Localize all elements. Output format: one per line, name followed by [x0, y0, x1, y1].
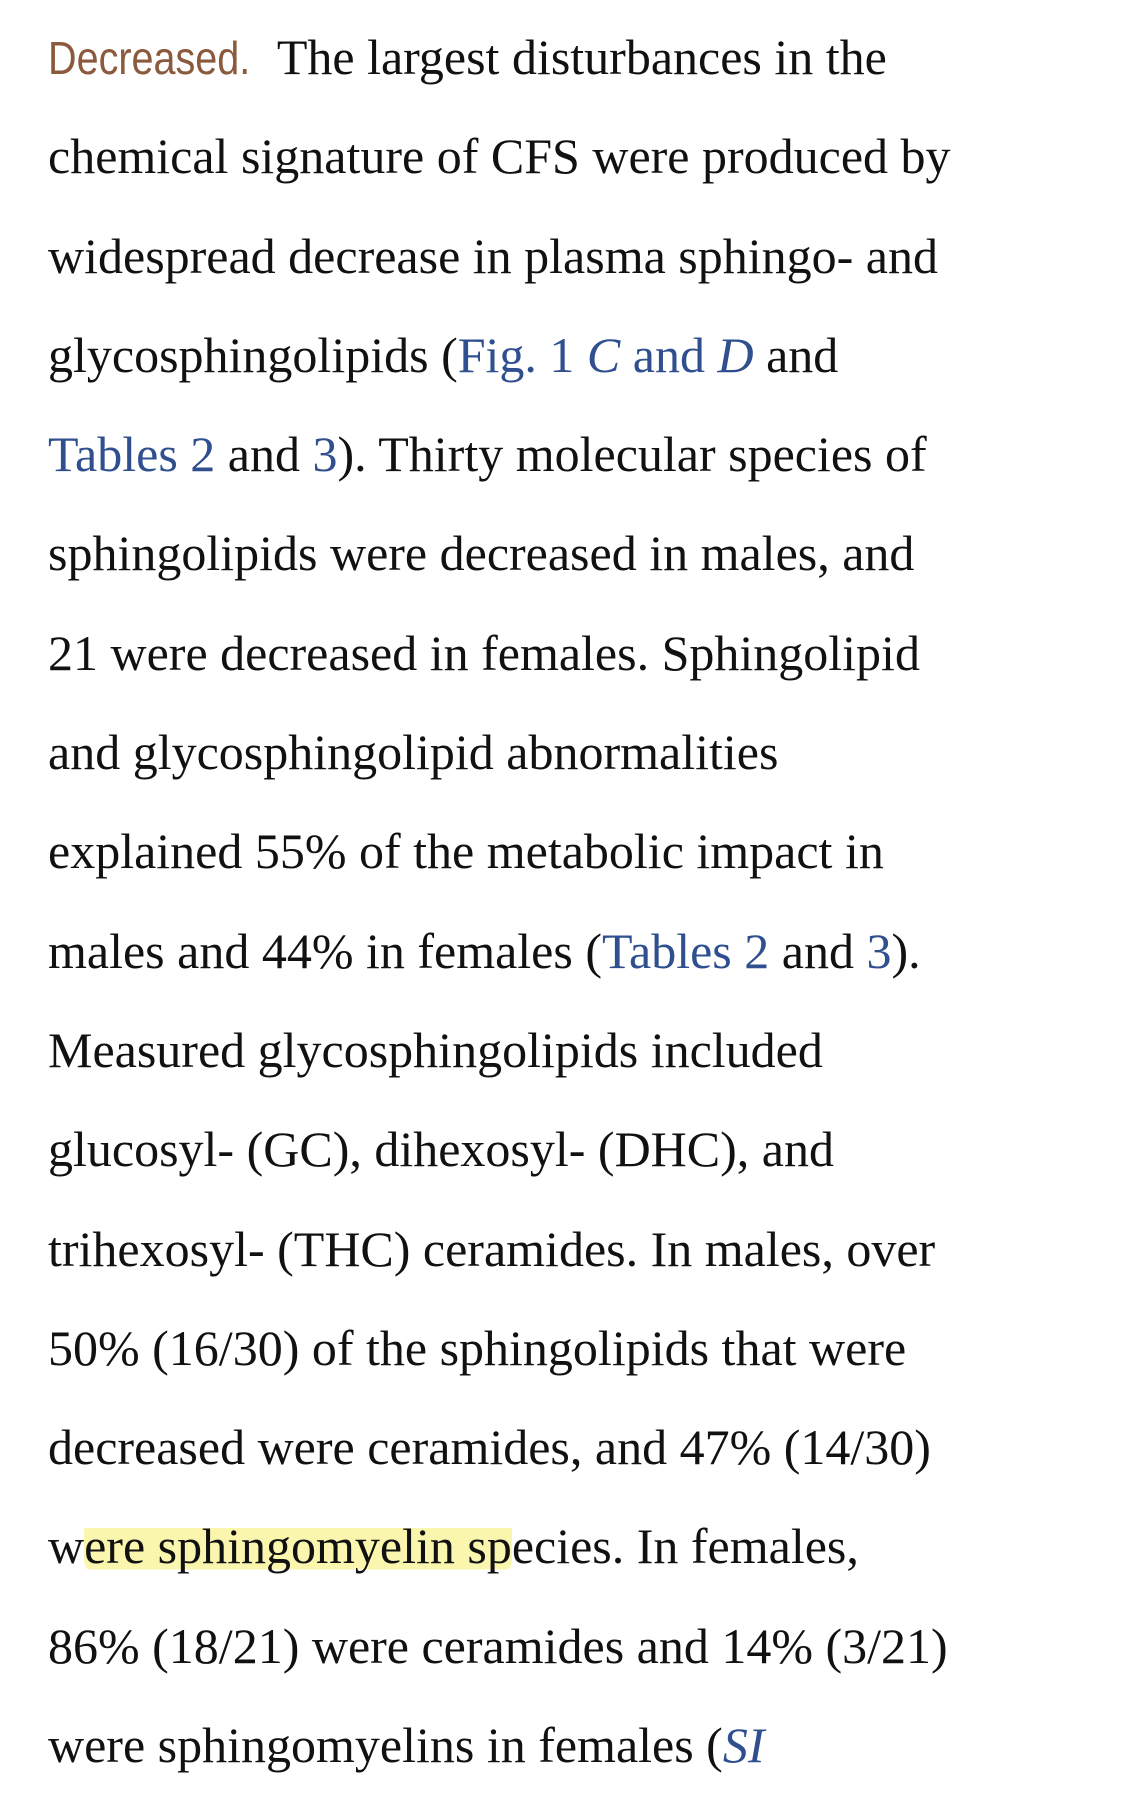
paragraph-line: 21 were decreased in females. Sphingolipid — [48, 624, 920, 681]
figure-1c-link[interactable]: C — [586, 326, 621, 383]
paragraph-line: decreased were ceramides, and 47% (14/30) — [48, 1419, 931, 1476]
text-run: and — [769, 922, 867, 979]
section-heading: Decreased. — [48, 32, 251, 84]
text-run: w — [48, 1518, 85, 1575]
text-run: ). — [891, 922, 921, 979]
article-paragraph — [48, 8, 1098, 1795]
table-2-link[interactable]: Tables 2 — [601, 922, 770, 979]
text-run: males and 44% in females ( — [48, 922, 602, 979]
figure-1-link[interactable]: Fig. 1 — [457, 326, 587, 383]
text-run: ). Thirty molecular species of — [337, 426, 927, 483]
text-highlight[interactable]: ere sphingomyelin sp — [84, 1518, 512, 1575]
paragraph-line: explained 55% of the metabolic impact in — [48, 823, 884, 880]
paragraph-line — [48, 902, 1098, 1001]
figure-1d-link[interactable]: D — [717, 326, 754, 383]
table-3-link[interactable]: 3 — [866, 922, 892, 979]
paragraph-line: sphingolipids were decreased in males, and — [48, 525, 915, 582]
paragraph-line: and glycosphingolipid abnormalities — [48, 724, 779, 781]
text-run: were sphingomyelins in females ( — [48, 1717, 723, 1774]
table-2-link[interactable]: Tables 2 — [48, 426, 216, 483]
text-run: ecies. In females, — [511, 1518, 859, 1575]
paragraph-line: 50% (16/30) of the sphingolipids that were — [48, 1319, 907, 1376]
paragraph-line — [48, 306, 1098, 405]
paragraph-line — [48, 8, 1098, 107]
paragraph-line — [48, 1497, 1098, 1596]
text-run: and — [215, 426, 313, 483]
paragraph-line: 86% (18/21) were ceramides and 14% (3/21) — [48, 1617, 948, 1674]
text-run: glycosphingolipids ( — [48, 326, 458, 383]
paragraph-line: chemical signature of CFS were produced by — [48, 128, 951, 185]
paragraph-line: glucosyl- (GC), dihexosyl- (DHC), and — [48, 1121, 834, 1178]
paragraph-line — [48, 1696, 1098, 1795]
table-3-link[interactable]: 3 — [312, 426, 338, 483]
text-run: The largest disturbances in the — [265, 29, 887, 85]
text-run: and — [753, 326, 839, 383]
paragraph-line: Measured glycosphingolipids included — [48, 1021, 823, 1078]
paragraph-line: trihexosyl- (THC) ceramides. In males, over — [48, 1220, 936, 1277]
paragraph-line: widespread decrease in plasma sphingo- and — [48, 227, 938, 284]
paragraph-line — [48, 405, 1098, 504]
si-appendix-link[interactable]: SI — [722, 1717, 765, 1774]
figure-and-link[interactable]: and — [620, 326, 718, 383]
